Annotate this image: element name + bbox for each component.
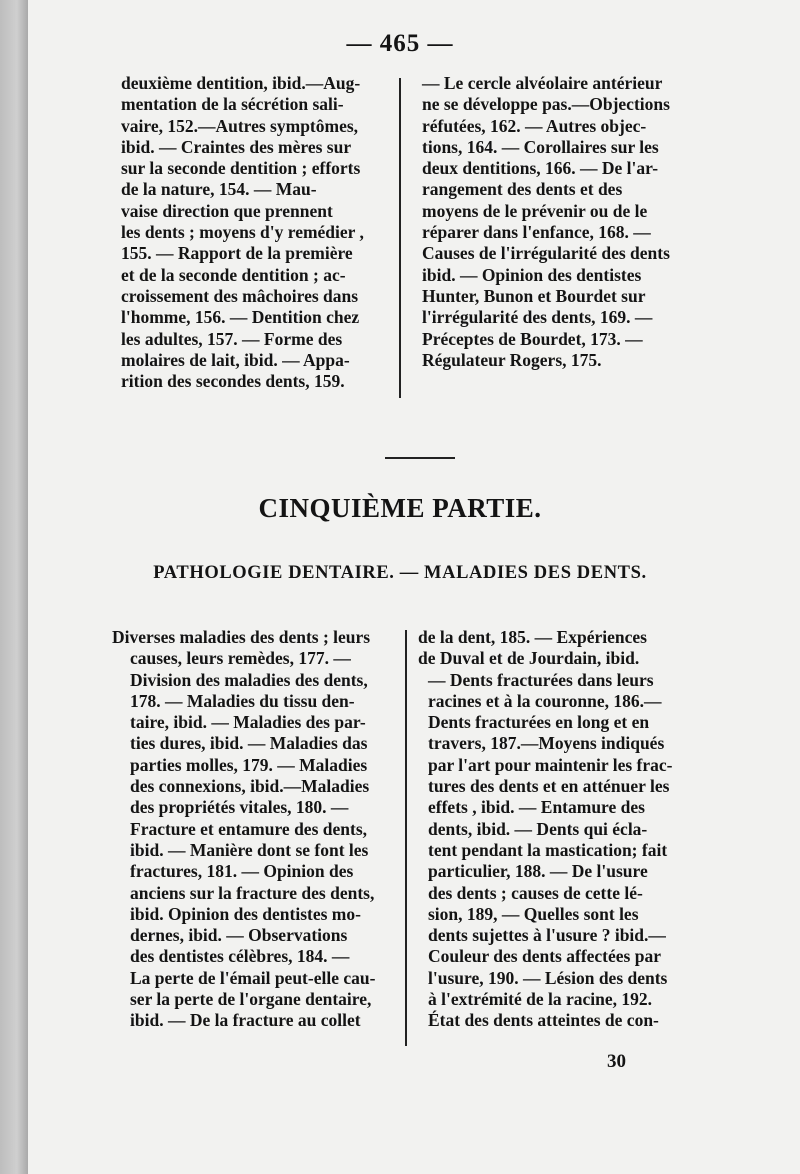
text-line: Couleur des dents affectées par bbox=[428, 946, 661, 967]
page-number: — 465 — bbox=[346, 30, 454, 57]
text-line: Causes de l'irrégularité des dents bbox=[422, 243, 670, 264]
text-line: parties molles, 179. — Maladies bbox=[130, 754, 368, 775]
text-line: Diverses maladies des dents ; leurs bbox=[112, 627, 371, 647]
text-line: La perte de l'émail peut-elle cau- bbox=[130, 967, 376, 988]
text-line: sion, 189, — Quelles sont les bbox=[428, 903, 639, 924]
bottom-right-column bbox=[418, 627, 694, 1032]
text-line: mentation de la sécrétion sali- bbox=[121, 94, 344, 115]
top-left-column bbox=[121, 73, 391, 392]
column-divider-top bbox=[399, 78, 401, 398]
text-line: deux dentitions, 166. — De l'ar- bbox=[422, 158, 659, 179]
text-line: 155. — Rapport de la première bbox=[121, 243, 353, 264]
part-title: CINQUIÈME PARTIE. bbox=[258, 493, 542, 523]
text-line: rition des secondes dents, 159. bbox=[121, 371, 345, 392]
bottom-left-column bbox=[112, 627, 396, 1032]
text-line: Hunter, Bunon et Bourdet sur bbox=[422, 285, 646, 306]
text-line: anciens sur la fracture des dents, bbox=[130, 882, 375, 903]
text-line: dents sujettes à l'usure ? ibid.— bbox=[428, 925, 666, 946]
section-title: PATHOLOGIE DENTAIRE. — MALADIES DES DENTS. bbox=[153, 563, 647, 583]
text-line: molaires de lait, ibid. — Appa- bbox=[121, 349, 350, 370]
text-line: dernes, ibid. — Observations bbox=[130, 925, 348, 946]
text-line: deuxième dentition, ibid.—Aug- bbox=[121, 73, 361, 93]
text-line: moyens de le prévenir ou de le bbox=[422, 200, 648, 221]
text-line: des dentistes célèbres, 184. — bbox=[130, 946, 350, 967]
text-line: et de la seconde dentition ; ac- bbox=[121, 264, 346, 285]
text-line: ne se développe pas.—Objections bbox=[422, 94, 670, 115]
text-line: l'homme, 156. — Dentition chez bbox=[121, 307, 360, 328]
text-line: fractures, 181. — Opinion des bbox=[130, 861, 354, 882]
text-line: taire, ibid. — Maladies des par- bbox=[130, 712, 366, 733]
text-line: à l'extrémité de la racine, 192. bbox=[428, 989, 653, 1010]
text-line: vaire, 152.—Autres symptômes, bbox=[121, 115, 359, 136]
text-line: effets , ibid. — Entamure des bbox=[428, 797, 645, 818]
text-line: vaise direction que prennent bbox=[121, 200, 333, 221]
text-line: croissement des mâchoires dans bbox=[121, 285, 359, 306]
text-line: Fracture et entamure des dents, bbox=[130, 818, 368, 839]
text-line: ibid. — De la fracture au collet bbox=[130, 1010, 361, 1031]
text-line: de Duval et de Jourdain, ibid. bbox=[418, 648, 640, 669]
text-line: les adultes, 157. — Forme des bbox=[121, 328, 343, 349]
text-line: l'usure, 190. — Lésion des dents bbox=[428, 967, 668, 988]
text-line: Régulateur Rogers, 175. bbox=[422, 349, 602, 370]
signature-mark: 30 bbox=[607, 1051, 626, 1072]
text-line: rangement des dents et des bbox=[422, 179, 623, 200]
text-line: ser la perte de l'organe dentaire, bbox=[130, 989, 372, 1010]
text-line: Préceptes de Bourdet, 173. — bbox=[422, 328, 643, 349]
top-right-column bbox=[422, 73, 690, 371]
text-line: — Dents fracturées dans leurs bbox=[428, 669, 654, 690]
text-line: ibid. Opinion des dentistes mo- bbox=[130, 903, 361, 924]
text-line: 178. — Maladies du tissu den- bbox=[130, 690, 355, 711]
text-line: tions, 164. — Corollaires sur les bbox=[422, 136, 659, 157]
text-line: particulier, 188. — De l'usure bbox=[428, 861, 648, 882]
text-line: sur la seconde dentition ; efforts bbox=[121, 158, 361, 179]
text-line: Dents fracturées en long et en bbox=[428, 712, 650, 733]
column-divider-bottom bbox=[405, 630, 407, 1046]
text-line: des connexions, ibid.—Maladies bbox=[130, 776, 370, 797]
text-line: les dents ; moyens d'y remédier , bbox=[121, 222, 364, 243]
text-line: racines et à la couronne, 186.— bbox=[428, 690, 662, 711]
section-separator bbox=[385, 457, 455, 459]
text-line: tent pendant la mastication; fait bbox=[428, 839, 668, 860]
text-line: ibid. — Opinion des dentistes bbox=[422, 264, 642, 285]
text-line: des propriétés vitales, 180. — bbox=[130, 797, 349, 818]
text-line: réfutées, 162. — Autres objec- bbox=[422, 115, 647, 136]
text-line: ibid. — Craintes des mères sur bbox=[121, 136, 352, 157]
text-line: ties dures, ibid. — Maladies das bbox=[130, 733, 368, 754]
text-line: tures des dents et en atténuer les bbox=[428, 776, 670, 797]
text-line: réparer dans l'enfance, 168. — bbox=[422, 222, 651, 243]
text-line: par l'art pour maintenir les frac- bbox=[428, 754, 673, 775]
text-line: causes, leurs remèdes, 177. — bbox=[130, 648, 351, 669]
text-line: l'irrégularité des dents, 169. — bbox=[422, 307, 653, 328]
text-line: des dents ; causes de cette lé- bbox=[428, 882, 643, 903]
text-line: de la dent, 185. — Expériences bbox=[418, 627, 647, 647]
text-line: dents, ibid. — Dents qui écla- bbox=[428, 818, 648, 839]
page-gutter-shadow bbox=[0, 0, 28, 1174]
text-line: de la nature, 154. — Mau- bbox=[121, 179, 317, 200]
text-line: ibid. — Manière dont se font les bbox=[130, 839, 369, 860]
text-line: — Le cercle alvéolaire antérieur bbox=[422, 73, 663, 93]
text-line: travers, 187.—Moyens indiqués bbox=[428, 733, 665, 754]
text-line: Division des maladies des dents, bbox=[130, 669, 368, 690]
text-line: État des dents atteintes de con- bbox=[428, 1010, 659, 1031]
